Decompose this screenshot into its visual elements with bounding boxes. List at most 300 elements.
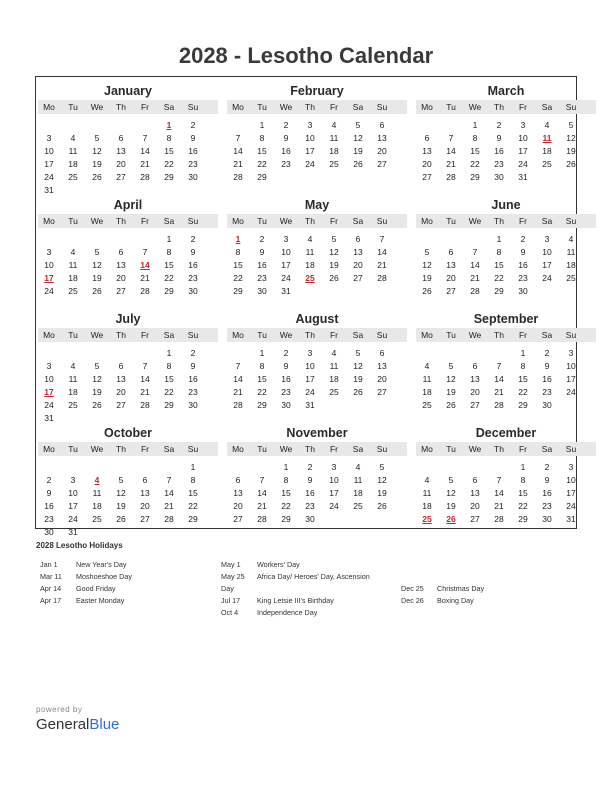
- day-cell: 30: [305, 514, 315, 524]
- day-cell: 28: [377, 273, 387, 283]
- month-may: [227, 193, 407, 306]
- day-cell: 20: [140, 501, 150, 511]
- day-cell: 18: [329, 146, 339, 156]
- day-cell: 6: [235, 475, 241, 485]
- day-cell: 19: [353, 146, 363, 156]
- month-name: February: [290, 84, 344, 98]
- month-february: [227, 79, 407, 192]
- day-cell: 2: [259, 234, 265, 244]
- day-cell: 8: [496, 247, 502, 257]
- day-cell: 16: [188, 374, 198, 384]
- day-cell: 20: [353, 260, 363, 270]
- day-cell: 7: [142, 133, 148, 143]
- day-cell: 24: [305, 387, 315, 397]
- day-cell: 12: [92, 146, 102, 156]
- day-cell: 30: [542, 514, 552, 524]
- day-cell: 22: [518, 501, 528, 511]
- day-cell: 28: [494, 514, 504, 524]
- day-cell: 26: [92, 400, 102, 410]
- day-cell: 1: [520, 348, 526, 358]
- day-cell: 10: [566, 361, 576, 371]
- day-cell: 9: [520, 247, 526, 257]
- day-cell: 18: [68, 273, 78, 283]
- day-cell: 27: [233, 514, 243, 524]
- weekday-label: We: [279, 330, 293, 340]
- holiday-day: 4: [94, 475, 100, 485]
- day-cell: 12: [446, 374, 456, 384]
- weekday-header: [416, 442, 596, 456]
- weekday-label: Sa: [163, 330, 175, 340]
- day-cell: 18: [353, 488, 363, 498]
- day-cell: 25: [68, 400, 78, 410]
- day-cell: 29: [164, 172, 174, 182]
- day-cell: 17: [281, 260, 291, 270]
- weekday-label: Sa: [541, 102, 553, 112]
- day-cell: 9: [307, 475, 313, 485]
- weekday-label: Su: [187, 330, 199, 340]
- day-cell: 20: [470, 501, 480, 511]
- day-cell: 5: [355, 348, 361, 358]
- day-cell: 18: [422, 501, 432, 511]
- day-cell: 20: [233, 501, 243, 511]
- weekday-label: We: [90, 330, 104, 340]
- day-cell: 10: [329, 475, 339, 485]
- calendar-grid: [35, 76, 577, 537]
- month-name: May: [304, 198, 330, 212]
- day-cell: 9: [190, 247, 196, 257]
- day-cell: 6: [448, 247, 454, 257]
- day-cell: 7: [496, 475, 502, 485]
- day-cell: 31: [44, 185, 54, 195]
- month-december: [416, 421, 596, 534]
- weekday-label: Tu: [446, 330, 456, 340]
- weekday-label: Mo: [421, 444, 433, 454]
- weekday-label: Tu: [446, 444, 456, 454]
- day-cell: 1: [283, 462, 289, 472]
- day-cell: 14: [140, 146, 150, 156]
- month-august: [227, 307, 407, 420]
- holiday-name: New Year's Day: [76, 560, 127, 569]
- weekday-header: [416, 100, 596, 114]
- brand-logo: [36, 705, 119, 733]
- day-cell: 6: [472, 475, 478, 485]
- brand-name-blue: Blue: [89, 716, 120, 733]
- day-cell: 26: [92, 286, 102, 296]
- day-cell: 3: [568, 462, 574, 472]
- day-cell: 4: [355, 462, 361, 472]
- day-cell: 16: [188, 146, 198, 156]
- weekday-label: Mo: [421, 216, 433, 226]
- day-cell: 14: [233, 374, 243, 384]
- day-cell: 13: [377, 361, 387, 371]
- day-cell: 21: [140, 159, 150, 169]
- month-july: [38, 307, 218, 423]
- day-cell: 29: [518, 400, 528, 410]
- day-cell: 22: [470, 159, 480, 169]
- weekday-label: Tu: [257, 330, 267, 340]
- day-cell: 24: [566, 387, 576, 397]
- weekday-label: We: [90, 444, 104, 454]
- day-cell: 19: [92, 387, 102, 397]
- day-cell: 28: [233, 400, 243, 410]
- day-cell: 4: [331, 348, 337, 358]
- weekday-label: We: [468, 444, 482, 454]
- day-cell: 15: [233, 260, 243, 270]
- day-cell: 21: [140, 273, 150, 283]
- day-cell: 26: [377, 501, 387, 511]
- weekday-label: Fr: [140, 444, 150, 454]
- day-cell: 21: [494, 387, 504, 397]
- day-cell: 10: [44, 260, 54, 270]
- day-cell: 13: [116, 146, 126, 156]
- day-cell: 3: [46, 133, 52, 143]
- day-cell: 26: [353, 159, 363, 169]
- day-cell: 8: [520, 361, 526, 371]
- day-cell: 10: [542, 247, 552, 257]
- holiday-day: 25: [422, 514, 432, 524]
- day-cell: 28: [257, 514, 267, 524]
- day-cell: 14: [494, 488, 504, 498]
- day-cell: 18: [566, 260, 576, 270]
- day-cell: 22: [164, 387, 174, 397]
- day-cell: 1: [166, 348, 172, 358]
- day-cell: 12: [353, 361, 363, 371]
- day-cell: 23: [494, 159, 504, 169]
- day-cell: 19: [92, 273, 102, 283]
- day-cell: 29: [164, 400, 174, 410]
- day-cell: 3: [331, 462, 337, 472]
- day-cell: 26: [566, 159, 576, 169]
- day-cell: 28: [446, 172, 456, 182]
- day-cell: 2: [283, 120, 289, 130]
- day-cell: 7: [472, 247, 478, 257]
- day-cell: 30: [542, 400, 552, 410]
- weekday-label: Th: [494, 444, 504, 454]
- day-cell: 13: [470, 488, 480, 498]
- day-cell: 7: [448, 133, 454, 143]
- weekday-label: Mo: [421, 102, 433, 112]
- day-cell: 4: [424, 361, 430, 371]
- day-cell: 29: [164, 286, 174, 296]
- day-cell: 23: [542, 501, 552, 511]
- day-cell: 25: [329, 159, 339, 169]
- day-cell: 3: [46, 247, 52, 257]
- weekday-label: Th: [305, 216, 315, 226]
- weekday-label: Sa: [352, 330, 364, 340]
- day-cell: 11: [92, 488, 102, 498]
- holiday-name: Workers' Day: [257, 560, 300, 569]
- day-cell: 25: [422, 400, 432, 410]
- holiday-date: Day: [221, 584, 234, 593]
- weekday-label: Th: [116, 102, 126, 112]
- holiday-date: Mar 11: [40, 572, 62, 581]
- day-cell: 9: [283, 133, 289, 143]
- day-cell: 16: [542, 488, 552, 498]
- holiday-name: Moshoeshoe Day: [76, 572, 132, 581]
- day-cell: 24: [44, 400, 54, 410]
- weekday-label: Tu: [257, 102, 267, 112]
- weekday-label: We: [279, 444, 293, 454]
- day-cell: 31: [518, 172, 528, 182]
- day-cell: 5: [424, 247, 430, 257]
- day-cell: 6: [355, 234, 361, 244]
- weekday-header: [38, 100, 218, 114]
- day-cell: 5: [94, 133, 100, 143]
- day-cell: 3: [568, 348, 574, 358]
- day-cell: 4: [70, 361, 76, 371]
- day-cell: 22: [257, 387, 267, 397]
- day-cell: 12: [116, 488, 126, 498]
- day-cell: 10: [281, 247, 291, 257]
- month-january: [38, 79, 218, 195]
- day-cell: 4: [424, 475, 430, 485]
- brand-name: [36, 716, 119, 733]
- day-cell: 19: [329, 260, 339, 270]
- weekday-label: Fr: [140, 102, 150, 112]
- holiday-day: 25: [305, 273, 315, 283]
- day-cell: 28: [140, 400, 150, 410]
- day-cell: 16: [281, 374, 291, 384]
- day-cell: 4: [307, 234, 313, 244]
- day-cell: 3: [307, 348, 313, 358]
- weekday-label: Mo: [232, 444, 244, 454]
- month-name: January: [104, 84, 152, 98]
- day-cell: 22: [257, 159, 267, 169]
- day-cell: 23: [281, 387, 291, 397]
- day-cell: 13: [233, 488, 243, 498]
- day-cell: 20: [116, 387, 126, 397]
- holiday-day: 14: [140, 260, 150, 270]
- day-cell: 4: [568, 234, 574, 244]
- weekday-label: Fr: [329, 330, 339, 340]
- day-cell: 26: [92, 172, 102, 182]
- weekday-label: We: [468, 330, 482, 340]
- day-cell: 24: [305, 159, 315, 169]
- weekday-label: Mo: [43, 216, 55, 226]
- day-cell: 10: [68, 488, 78, 498]
- day-cell: 7: [259, 475, 265, 485]
- day-cell: 8: [472, 133, 478, 143]
- day-cell: 12: [92, 260, 102, 270]
- weekday-label: Su: [187, 444, 199, 454]
- day-cell: 7: [166, 475, 172, 485]
- day-cell: 7: [142, 247, 148, 257]
- day-cell: 15: [257, 146, 267, 156]
- day-cell: 26: [446, 400, 456, 410]
- day-cell: 25: [329, 387, 339, 397]
- day-cell: 1: [190, 462, 196, 472]
- day-cell: 21: [446, 159, 456, 169]
- day-cell: 7: [235, 133, 241, 143]
- holiday-name: Independence Day: [257, 608, 318, 617]
- day-cell: 15: [470, 146, 480, 156]
- holiday-day: 17: [44, 273, 54, 283]
- day-cell: 28: [164, 514, 174, 524]
- day-cell: 8: [166, 361, 172, 371]
- day-cell: 25: [566, 273, 576, 283]
- day-cell: 16: [257, 260, 267, 270]
- day-cell: 10: [305, 133, 315, 143]
- day-cell: 20: [377, 374, 387, 384]
- weekday-header: [227, 442, 407, 456]
- day-cell: 29: [494, 286, 504, 296]
- day-cell: 27: [116, 172, 126, 182]
- day-cell: 22: [233, 273, 243, 283]
- day-cell: 18: [329, 374, 339, 384]
- day-cell: 19: [92, 159, 102, 169]
- day-cell: 24: [542, 273, 552, 283]
- day-cell: 30: [188, 172, 198, 182]
- day-cell: 12: [566, 133, 576, 143]
- day-cell: 11: [68, 374, 78, 384]
- day-cell: 18: [542, 146, 552, 156]
- weekday-label: Sa: [163, 216, 175, 226]
- weekday-label: Tu: [257, 444, 267, 454]
- day-cell: 6: [118, 133, 124, 143]
- day-cell: 24: [44, 172, 54, 182]
- weekday-header: [227, 100, 407, 114]
- day-cell: 27: [377, 387, 387, 397]
- day-cell: 8: [166, 133, 172, 143]
- day-cell: 9: [283, 361, 289, 371]
- day-cell: 18: [422, 387, 432, 397]
- day-cell: 12: [377, 475, 387, 485]
- day-cell: 2: [544, 462, 550, 472]
- day-cell: 30: [44, 527, 54, 537]
- day-cell: 26: [116, 514, 126, 524]
- day-cell: 8: [235, 247, 241, 257]
- holiday-day: 1: [166, 120, 172, 130]
- weekday-header: [416, 328, 596, 342]
- holiday-name: Easter Monday: [76, 596, 125, 605]
- day-cell: 2: [283, 348, 289, 358]
- day-cell: 11: [329, 133, 339, 143]
- month-june: [416, 193, 596, 306]
- day-cell: 2: [307, 462, 313, 472]
- month-november: [227, 421, 407, 534]
- day-cell: 3: [520, 120, 526, 130]
- holidays-title: 2028 Lesotho Holidays: [36, 541, 123, 550]
- holiday-date: Dec 26: [401, 596, 424, 605]
- month-name: August: [295, 312, 339, 326]
- weekday-label: Tu: [68, 444, 78, 454]
- day-cell: 30: [257, 286, 267, 296]
- day-cell: 12: [92, 374, 102, 384]
- day-cell: 29: [518, 514, 528, 524]
- day-cell: 15: [164, 146, 174, 156]
- holiday-date: Oct 4: [221, 608, 239, 617]
- weekday-label: Th: [305, 102, 315, 112]
- weekday-label: Fr: [140, 330, 150, 340]
- weekday-label: Su: [565, 102, 577, 112]
- day-cell: 15: [188, 488, 198, 498]
- day-cell: 31: [68, 527, 78, 537]
- day-cell: 27: [140, 514, 150, 524]
- brand-name-general: General: [36, 716, 90, 733]
- weekday-label: Mo: [43, 102, 55, 112]
- day-cell: 14: [164, 488, 174, 498]
- month-september: [416, 307, 596, 420]
- day-cell: 11: [329, 361, 339, 371]
- day-cell: 21: [257, 501, 267, 511]
- weekday-label: Su: [376, 102, 388, 112]
- day-cell: 31: [305, 400, 315, 410]
- month-april: [38, 193, 218, 306]
- weekday-label: Tu: [257, 216, 267, 226]
- holiday-name: Africa Day/ Heroes' Day, Ascension: [257, 572, 370, 581]
- day-cell: 28: [494, 400, 504, 410]
- weekday-label: Fr: [329, 102, 339, 112]
- weekday-label: We: [279, 102, 293, 112]
- day-cell: 11: [422, 374, 432, 384]
- day-cell: 11: [68, 146, 78, 156]
- day-cell: 22: [494, 273, 504, 283]
- holiday-date: May 25: [221, 572, 245, 581]
- weekday-header: [38, 214, 218, 228]
- day-cell: 29: [257, 172, 267, 182]
- day-cell: 14: [470, 260, 480, 270]
- day-cell: 19: [116, 501, 126, 511]
- weekday-label: Su: [565, 330, 577, 340]
- day-cell: 17: [329, 488, 339, 498]
- weekday-label: Th: [494, 102, 504, 112]
- day-cell: 17: [68, 501, 78, 511]
- day-cell: 31: [566, 514, 576, 524]
- holiday-day: 1: [235, 234, 241, 244]
- day-cell: 9: [496, 133, 502, 143]
- day-cell: 24: [329, 501, 339, 511]
- day-cell: 23: [44, 514, 54, 524]
- day-cell: 2: [46, 475, 52, 485]
- day-cell: 27: [116, 400, 126, 410]
- day-cell: 8: [259, 133, 265, 143]
- day-cell: 16: [542, 374, 552, 384]
- month-name: December: [475, 426, 537, 440]
- day-cell: 28: [140, 286, 150, 296]
- weekday-label: Th: [116, 216, 126, 226]
- day-cell: 12: [353, 133, 363, 143]
- day-cell: 17: [566, 488, 576, 498]
- day-cell: 11: [68, 260, 78, 270]
- day-cell: 12: [329, 247, 339, 257]
- day-cell: 27: [116, 286, 126, 296]
- weekday-label: We: [90, 216, 104, 226]
- weekday-label: Fr: [329, 216, 339, 226]
- day-cell: 5: [568, 120, 574, 130]
- page-title: 2028 - Lesotho Calendar: [178, 43, 434, 68]
- day-cell: 24: [518, 159, 528, 169]
- day-cell: 25: [68, 286, 78, 296]
- weekday-label: Su: [187, 216, 199, 226]
- day-cell: 21: [140, 387, 150, 397]
- day-cell: 14: [140, 374, 150, 384]
- day-cell: 13: [470, 374, 480, 384]
- holiday-name: Boxing Day: [437, 596, 474, 605]
- day-cell: 27: [446, 286, 456, 296]
- weekday-header: [416, 214, 596, 228]
- holiday-date: Jul 17: [221, 596, 241, 605]
- day-cell: 3: [307, 120, 313, 130]
- day-cell: 25: [353, 501, 363, 511]
- day-cell: 21: [470, 273, 480, 283]
- month-name: October: [104, 426, 152, 440]
- day-cell: 20: [446, 273, 456, 283]
- weekday-label: We: [468, 216, 482, 226]
- day-cell: 9: [259, 247, 265, 257]
- day-cell: 2: [544, 348, 550, 358]
- day-cell: 5: [94, 361, 100, 371]
- holiday-date: Apr 14: [40, 584, 62, 593]
